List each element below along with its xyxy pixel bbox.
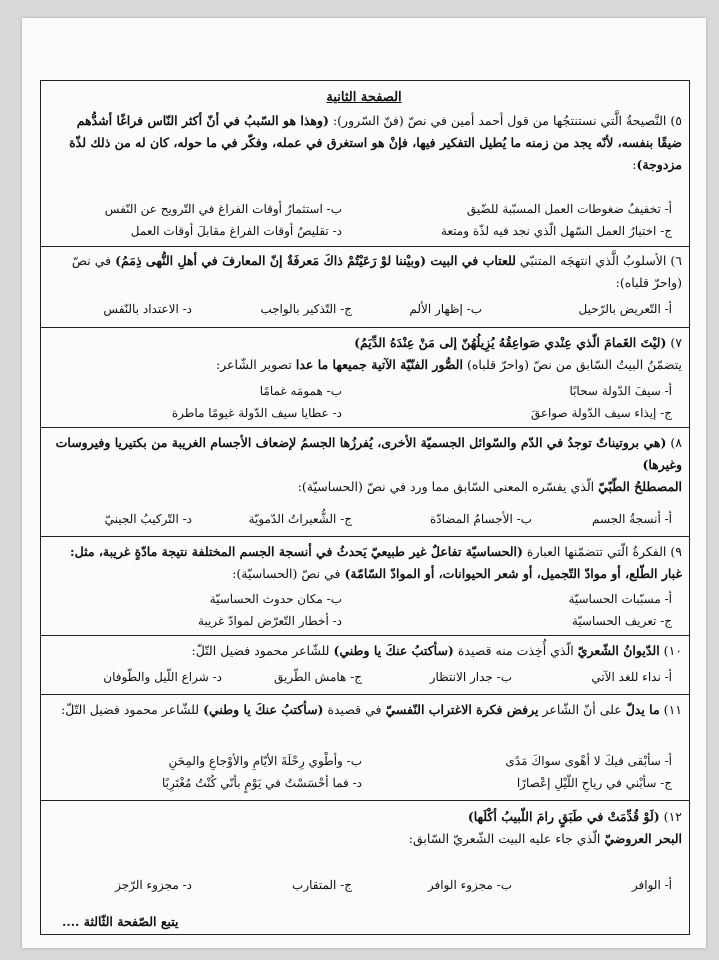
question-9: ٩) الفكرةُ الّتي تتضمّنها العبارة (الحساسيّة تفاعلٌ غير طبيعيّ يَحدثُ في أنسجة الجسم المختلفة نتيجة مادّةٍ غريبة، مثل: غبار الطّلع، أو موادّ التّجميل، أو شعر الحيوانات، أو الموادّ السّامّة) في نصّ (الحساسيّة):: [70, 544, 682, 581]
q12-option-a[interactable]: أ- الوافر: [631, 878, 672, 892]
exam-page: [22, 18, 706, 948]
q11-option-d[interactable]: د- فما أحْسَسْتُ في يَوْمٍ بأنّي كُنْتُ مُغْتَرِبًا: [162, 776, 362, 790]
divider: [40, 327, 690, 328]
q9-option-b[interactable]: ب- مكان حدوث الحساسيّة: [209, 592, 342, 606]
q9-option-d[interactable]: د- أخطار التّعرّض لموادّ غريبة: [198, 614, 342, 628]
divider: [40, 536, 690, 537]
q12-option-b[interactable]: ب- مجزوء الوافر: [427, 878, 512, 892]
q10-option-b[interactable]: ب- جدار الانتظار: [429, 670, 512, 684]
question-5: ٥) النَّصيحةُ الَّتي نستنتجُها من قول أحمد أمين في نصّ (فنّ السّرور): (وهذا هو السّببُ في أنّ أكثر النّاس فراغًا أشدُّهم ضيقًا بنفسه، لأنّه يجد من زمنه ما يُطيل التفكير فيها، فإنْ هو استغرق في عمله، وفكّر في ما حوله، كان له من ذلك لذّة مزدوجة):: [69, 113, 682, 172]
q6-option-c[interactable]: ج- التّذكير بالواجب: [260, 302, 352, 316]
q8-option-a[interactable]: أ- أنسجةُ الجسم: [591, 512, 672, 526]
q12-option-c[interactable]: ج- المتقارب: [292, 878, 352, 892]
q9-option-a[interactable]: أ- مسبّبات الحساسيّة: [568, 592, 672, 606]
divider: [40, 246, 690, 247]
divider: [40, 800, 690, 801]
page-title: الصفحة الثانية: [326, 90, 402, 105]
q6-option-d[interactable]: د- الاعتداد بالنّفس: [103, 302, 192, 316]
question-11: ١١) ما يدلّ على أنّ الشّاعر يرفض فكرة الاغتراب النّفسيّ في قصيدة (سأكتبُ عنكَ يا وطني) للشّاعر محمود فضيل التّلّ:: [61, 702, 682, 717]
q7-option-d[interactable]: د- عطايا سيف الدّولة غيومًا ماطرة: [171, 406, 342, 420]
q11-option-a[interactable]: أ- سأبْقى فيكَ لا أهْوى سواكَ مَدًى: [505, 754, 672, 768]
q9-options: [52, 588, 682, 632]
q6-option-b[interactable]: ب- إظهار الألم: [409, 302, 482, 316]
q8-option-b[interactable]: ب- الأجسامُ المضادّة: [430, 512, 532, 526]
q10-option-a[interactable]: أ- نداء للغد الآتي: [591, 670, 672, 684]
divider: [40, 427, 690, 428]
question-8: ٨) (هي بروتيناتٌ توجدُ في الدّم والسّوائل الجسميّة الأخرى، يُفرزُها الجسمُ لإضعاف الأجسام الغريبة من بكتيريا وفيروسات وغيرها) المصطلحُ الطّبّيّ الّذي يفسّره المعنى السّابق مما ورد في نصّ (الحساسيّة):: [55, 435, 682, 494]
continue-note: يتبع الصّفحة الثّالثة ....: [62, 914, 179, 929]
q7-options: [52, 380, 682, 424]
q10-option-d[interactable]: د- شراع اللّيل والطّوفان: [103, 670, 222, 684]
q8-option-c[interactable]: ج- الشُّعيراتُ الدّمويّة: [248, 512, 352, 526]
q10-option-c[interactable]: ج- هامش الطّريق: [274, 670, 362, 684]
q11-option-b[interactable]: ب- وأطْوي رِحْلَةَ الأيّامِ والأوْجاعِ والمِحَنِ: [168, 754, 362, 768]
q5-options: [52, 198, 682, 242]
q5-option-c[interactable]: ج- اختيارُ العمل السّهل الّذي نجد فيه لذّة ومتعة: [440, 224, 672, 238]
q7-option-b[interactable]: ب- همومَه غمامًا: [259, 384, 342, 398]
question-6: ٦) الأسلوبُ الَّذي انتهجَه المتنبّي للعتاب في البيت (وبيْننا لوْ رَعَيْتُمْ ذاكَ مَعرفَةٌ إنّ المعارفَ في أهلِ النُّهى ذِمَمُ) في نصّ (واحرّ قلباه):: [71, 253, 682, 290]
q5-option-b[interactable]: ب- استثمارُ أوقات الفراغ في التّرويح عن النّفس: [104, 202, 342, 216]
q11-option-c[interactable]: ج- سأبْني في رياحِ اللّيْلِ إعْصارًا: [516, 776, 672, 790]
q9-option-c[interactable]: ج- تعريف الحساسيّة: [571, 614, 672, 628]
q7-option-a[interactable]: أ- سيفَ الدّولة سحابًا: [569, 384, 672, 398]
divider: [40, 694, 690, 695]
divider: [40, 635, 690, 636]
q7-option-c[interactable]: ج- إيذاء سيف الدّولة صواعقَ: [530, 406, 672, 420]
q8-option-d[interactable]: د- التّركيبُ الجينيّ: [104, 512, 192, 526]
q5-option-a[interactable]: أ- تخفيفُ ضغوطات العمل المسبّبة للضّيق: [466, 202, 672, 216]
question-7: ٧) (ليْتَ الغَمامَ الّذي عِنْدي صَواعِقُهُ يُزِيلُهُنّ إلى مَنْ عِنْدَهُ الدِّيَمُ) يتضمّنُ البيتُ السّابق من نصّ (واحرّ قلباه) الصُّور الفنّيّة الآتية جميعها ما عدا تصوير الشّاعر:: [215, 335, 682, 372]
question-10: ١٠) الدّيوانُ الشّعريّ الّذي أُخِذت منه قصيدة (سأكتبُ عنكَ يا وطني) للشّاعر محمود فضيل التّلّ:: [191, 643, 682, 658]
q12-option-d[interactable]: د- مجزوء الرّجز: [115, 878, 192, 892]
q11-options: [52, 750, 682, 794]
question-12: ١٢) (لَوْ قُدِّمَتْ في طَبَقٍ رامَ اللّبيبُ أكْلَها) البحر العروضيّ الّذي جاء عليه البيت الشّعريّ السّابق:: [408, 809, 682, 846]
q5-option-d[interactable]: د- تقليصُ أوقات الفراغ مقابلَ أوقات العمل: [130, 224, 342, 238]
q6-option-a[interactable]: أ- التّعريض بالرّحيل: [578, 302, 672, 316]
